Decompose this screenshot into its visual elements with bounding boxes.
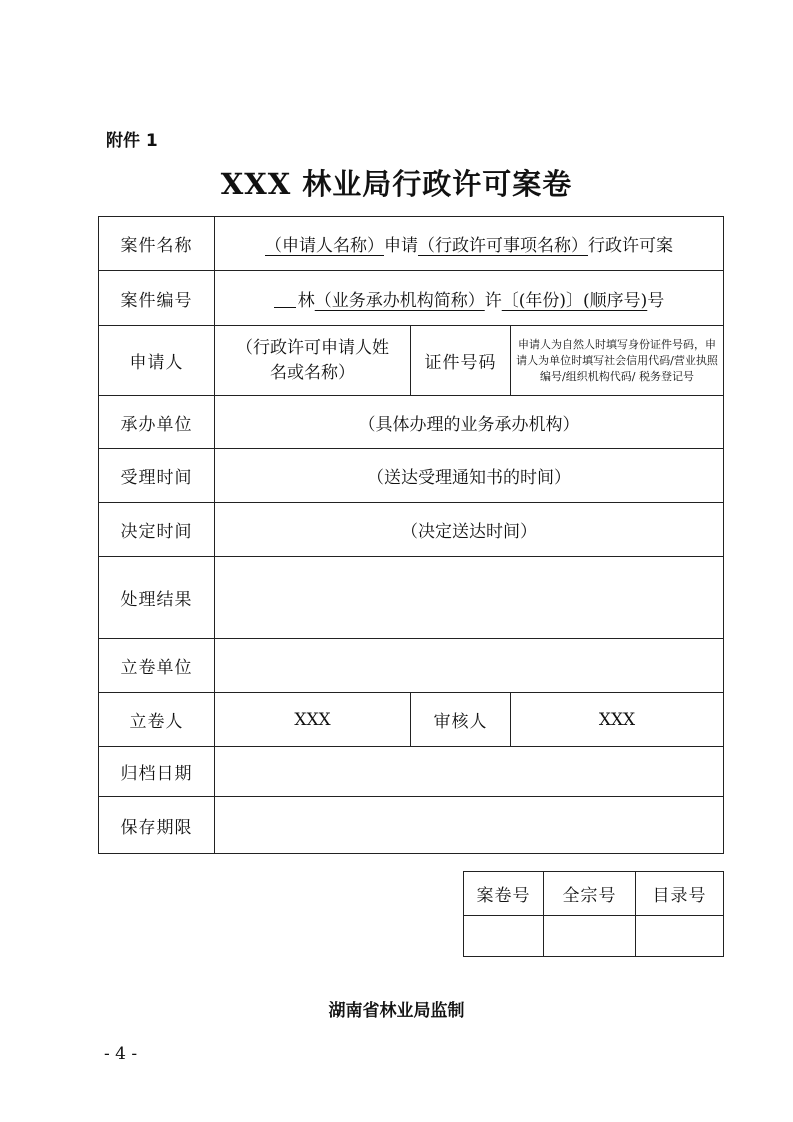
label-applicant: 申请人 bbox=[99, 326, 215, 396]
value-reviewer: XXX bbox=[511, 693, 724, 747]
row-handling-unit bbox=[99, 396, 724, 449]
label-accept-time: 受理时间 bbox=[99, 449, 215, 503]
label-filer: 立卷人 bbox=[99, 693, 215, 747]
case-number-year-seq: 〔(年份)〕(顺序号) bbox=[501, 290, 648, 311]
label-archive-date: 归档日期 bbox=[99, 747, 215, 797]
value-case-name bbox=[215, 217, 724, 271]
cell-catalog-no bbox=[636, 916, 724, 957]
value-id-number: 申请人为自然人时填写身份证件号码，申请人为单位时填写社会信用代码/营业执照编号/组织机构代码/ 税务登记号 bbox=[511, 326, 724, 396]
case-name-item: （行政许可事项名称） bbox=[418, 236, 588, 256]
cell-fonds-no bbox=[544, 916, 636, 957]
value-decision-time: （决定送达时间） bbox=[215, 503, 724, 557]
label-id-number: 证件号码 bbox=[411, 326, 511, 396]
value-applicant: （行政许可申请人姓名或名称） bbox=[215, 326, 411, 396]
row-retention bbox=[99, 797, 724, 854]
value-result bbox=[215, 557, 724, 639]
case-name-applicant: （申请人名称） bbox=[265, 236, 384, 256]
page-number: - 4 - bbox=[104, 1044, 138, 1064]
row-applicant bbox=[99, 326, 724, 396]
value-handling-unit: （具体办理的业务承办机构） bbox=[215, 396, 724, 449]
document-title: XXX 林业局行政许可案卷 bbox=[220, 167, 573, 201]
case-number-lin: 林 bbox=[297, 290, 315, 311]
case-name-apply: 申请 bbox=[384, 236, 418, 256]
row-accept-time bbox=[99, 449, 724, 503]
row-case-name bbox=[99, 217, 724, 271]
case-name-suffix: 行政许可案 bbox=[588, 236, 673, 256]
label-handling-unit: 承办单位 bbox=[99, 396, 215, 449]
archive-number-table bbox=[463, 871, 724, 957]
blank-line bbox=[274, 291, 296, 308]
header-case-file-no: 案卷号 bbox=[464, 872, 544, 916]
value-case-number bbox=[215, 271, 724, 326]
row-filer bbox=[99, 693, 724, 747]
row-decision-time bbox=[99, 503, 724, 557]
attachment-label: 附件 1 bbox=[106, 131, 158, 151]
case-file-table bbox=[98, 216, 724, 854]
case-number-hao: 号 bbox=[647, 290, 665, 311]
cell-case-file-no bbox=[464, 916, 544, 957]
row-archive-date bbox=[99, 747, 724, 797]
header-fonds-no: 全宗号 bbox=[544, 872, 636, 916]
value-filing-unit bbox=[215, 639, 724, 693]
label-filing-unit: 立卷单位 bbox=[99, 639, 215, 693]
label-case-number: 案件编号 bbox=[99, 271, 215, 326]
value-filer: XXX bbox=[215, 693, 411, 747]
case-number-org: （业务承办机构简称） bbox=[314, 290, 485, 311]
header-catalog-no: 目录号 bbox=[636, 872, 724, 916]
value-retention bbox=[215, 797, 724, 854]
label-retention: 保存期限 bbox=[99, 797, 215, 854]
case-number-xu: 许 bbox=[484, 290, 502, 311]
row-filing-unit bbox=[99, 639, 724, 693]
label-decision-time: 决定时间 bbox=[99, 503, 215, 557]
label-reviewer: 审核人 bbox=[411, 693, 511, 747]
row-case-number bbox=[99, 271, 724, 326]
value-accept-time: （送达受理通知书的时间） bbox=[215, 449, 724, 503]
label-result: 处理结果 bbox=[99, 557, 215, 639]
row-result bbox=[99, 557, 724, 639]
label-case-name: 案件名称 bbox=[99, 217, 215, 271]
value-archive-date bbox=[215, 747, 724, 797]
footer-issuer: 湖南省林业局监制 bbox=[328, 1001, 465, 1021]
